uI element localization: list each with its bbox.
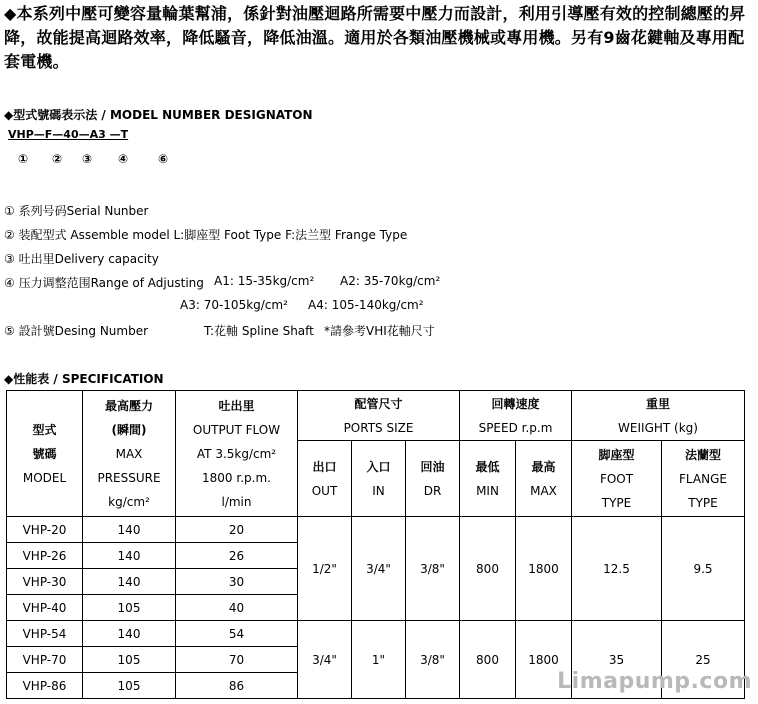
header-pressure: 最高壓力 (瞬間) MAX PRESSURE kg/cm² bbox=[83, 391, 176, 517]
g1-min: 800 bbox=[460, 517, 516, 621]
spec-heading: ◆性能表 / SPECIFICATION bbox=[4, 372, 164, 386]
model-designation-heading: ◆型式號碼表示法 / MODEL NUMBER DESIGNATON bbox=[4, 108, 313, 122]
header-min: 最低 MIN bbox=[460, 441, 516, 517]
watermark-logo: Limapump.com bbox=[557, 669, 752, 694]
header-weight: 重里 WEIIGHT (kg) bbox=[572, 391, 745, 441]
range-a4: A4: 105-140kg/cm² bbox=[308, 298, 424, 312]
code-text: VHP—F—40—A3 —T bbox=[8, 128, 129, 141]
spec-table bbox=[6, 390, 745, 699]
marker-3: ③ bbox=[82, 152, 93, 166]
table-row: VHP-40 105 40 bbox=[7, 595, 745, 621]
table-row: VHP-30 140 30 bbox=[7, 569, 745, 595]
legend-delivery: ③ 吐出里Delivery capacity bbox=[4, 252, 159, 266]
g2-in: 1" bbox=[352, 621, 406, 699]
g1-flange: 9.5 bbox=[662, 517, 745, 621]
intro-paragraph: ◆本系列中壓可變容量輪葉幫浦，係針對油壓迴路所需要中壓力而設計，利用引導壓有效的控制總壓的昇降，故能提高迴路效率，降低騷音，降低油溫。適用於各類油壓機械或專用機。另有9齒花鍵軸及專用配套電機。 bbox=[4, 4, 746, 71]
g2-min: 800 bbox=[460, 621, 516, 699]
table-row: VHP-86 105 86 bbox=[7, 673, 745, 699]
g1-in: 3/4" bbox=[352, 517, 406, 621]
marker-4: ④ bbox=[118, 152, 129, 166]
legend-serial: ① 系列号码Serial Nunber bbox=[4, 204, 149, 218]
legend-assemble: ② 装配型式 Assemble model L:脚座型 Foot Type F:法兰型 Frange Type bbox=[4, 228, 408, 242]
range-a3: A3: 70-105kg/cm² bbox=[180, 298, 288, 312]
g1-max: 1800 bbox=[516, 517, 572, 621]
table-row: VHP-54 140 54 3/4" 1" 3/8" 800 1800 35 25 bbox=[7, 621, 745, 647]
g2-foot: 35 bbox=[572, 621, 662, 699]
header-dr: 回油 DR bbox=[406, 441, 460, 517]
header-max: 最高 MAX bbox=[516, 441, 572, 517]
header-model: 型式 號碼 MODEL bbox=[7, 391, 83, 517]
header-foot: 脚座型 FOOT TYPE bbox=[572, 441, 662, 517]
marker-1: ① bbox=[18, 152, 29, 166]
range-a1: A1: 15-35kg/cm² bbox=[214, 274, 315, 288]
g1-out: 1/2" bbox=[298, 517, 352, 621]
legend-design: ⑤ 設計號Desing Number bbox=[4, 324, 149, 338]
spline-shaft-note: T:花軸 Spline Shaft bbox=[204, 324, 314, 338]
header-flange: 法蘭型 FLANGE TYPE bbox=[662, 441, 745, 517]
marker-6: ⑥ bbox=[158, 152, 169, 166]
table-row: VHP-26 140 26 bbox=[7, 543, 745, 569]
legend-range: ④ 压力调整范围Range of Adjusting bbox=[4, 276, 204, 290]
g2-flange: 25 bbox=[662, 621, 745, 699]
g2-dr: 3/8" bbox=[406, 621, 460, 699]
header-in: 入口 IN bbox=[352, 441, 406, 517]
marker-2: ② bbox=[52, 152, 63, 166]
g2-max: 1800 bbox=[516, 621, 572, 699]
g2-out: 3/4" bbox=[298, 621, 352, 699]
g1-foot: 12.5 bbox=[572, 517, 662, 621]
header-out: 出口 OUT bbox=[298, 441, 352, 517]
header-speed: 回轉速度 SPEED r.p.m bbox=[460, 391, 572, 441]
table-row: VHP-70 105 70 bbox=[7, 647, 745, 673]
model-code-example bbox=[8, 128, 128, 141]
g1-dr: 3/8" bbox=[406, 517, 460, 621]
header-flow: 吐出里 OUTPUT FLOW AT 3.5kg/cm² 1800 r.p.m. l/min bbox=[176, 391, 298, 517]
header-ports: 配管尺寸 PORTS SIZE bbox=[298, 391, 460, 441]
table-row: VHP-20 140 20 1/2" 3/4" 3/8" 800 1800 12.5 9.5 bbox=[7, 517, 745, 543]
range-a2: A2: 35-70kg/cm² bbox=[340, 274, 441, 288]
vhi-reference-note: *請參考VHI花軸尺寸 bbox=[324, 324, 435, 338]
code-markers bbox=[18, 152, 218, 168]
